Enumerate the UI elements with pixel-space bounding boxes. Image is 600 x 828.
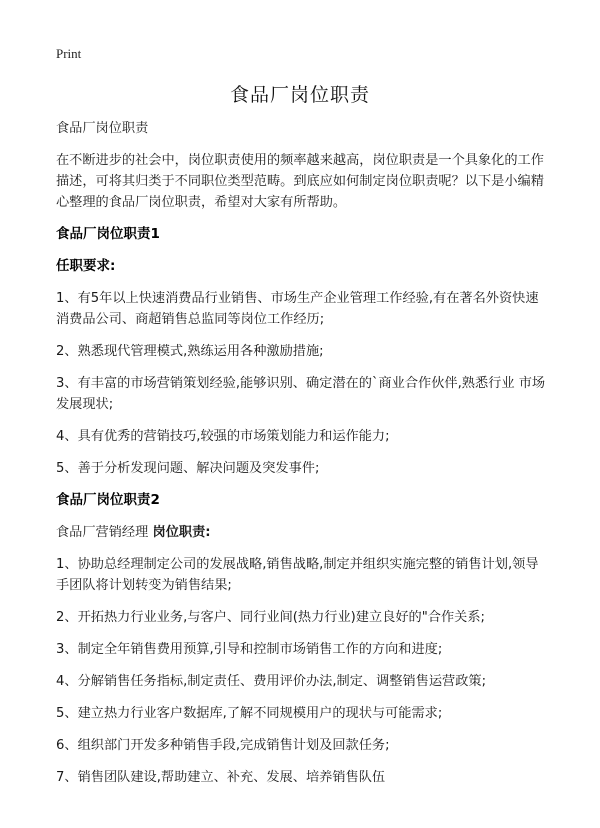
- list-item: 2、开拓热力行业业务,与客户、同行业间(热力行业)建立良好的"合作关系;: [56, 610, 486, 625]
- list-item: 1、有5年以上快速消费品行业销售、市场生产企业管理工作经验,有在著名外资快速消费品公司、商超销售总监同等岗位工作经历;: [56, 291, 539, 327]
- list-item: 1、协助总经理制定公司的发展战略,销售战略,制定并组织实施完整的销售计划,领导手团队将计划转变为销售结果;: [56, 557, 539, 593]
- list-item: 2、熟悉现代管理模式,熟练运用各种激励措施;: [56, 344, 324, 359]
- role-duties-label: 岗位职责:: [152, 525, 211, 540]
- section1-heading: 食品厂岗位职责1: [56, 226, 160, 242]
- list-item: 6、组织部门开发多种销售手段,完成销售计划及回款任务;: [56, 738, 390, 753]
- list-item: 3、制定全年销售费用预算,引导和控制市场销售工作的方向和进度;: [56, 642, 443, 657]
- list-item: 4、具有优秀的营销技巧,较强的市场策划能力和运作能力;: [56, 429, 390, 444]
- list-item: 7、销售团队建设,帮助建立、补充、发展、培养销售队伍: [56, 770, 386, 785]
- document-title: 食品厂岗位职责: [229, 84, 370, 106]
- list-item: 5、建立热力行业客户数据库,了解不同规模用户的现状与可能需求;: [56, 706, 443, 721]
- list-item: 3、有丰富的市场营销策划经验,能够识别、确定潜在的`商业合作伙伴,熟悉行业 市场发展现状;: [56, 376, 546, 412]
- intro-subtitle: 食品厂岗位职责: [56, 121, 149, 136]
- role-label: 食品厂营销经理: [56, 525, 153, 540]
- section2-heading: 食品厂岗位职责2: [56, 492, 160, 508]
- intro-paragraph: 在不断进步的社会中，岗位职责使用的频率越来越高，岗位职责是一个具象化的工作描述，可将其归类于不同职位类型范畴。到底应如何制定岗位职责呢？以下是小编精心整理的食品厂岗位职责，希望对大家有所帮助。: [56, 153, 544, 210]
- print-label[interactable]: Print: [56, 46, 82, 61]
- section1-subheading: 任职要求:: [56, 258, 116, 274]
- document-body: [56, 118, 546, 799]
- section2-role-line: [56, 522, 546, 543]
- list-item: 5、善于分析发现问题、解决问题及突发事件;: [56, 461, 320, 476]
- list-item: 4、分解销售任务指标,制定责任、费用评价办法,制定、调整销售运营政策;: [56, 674, 487, 689]
